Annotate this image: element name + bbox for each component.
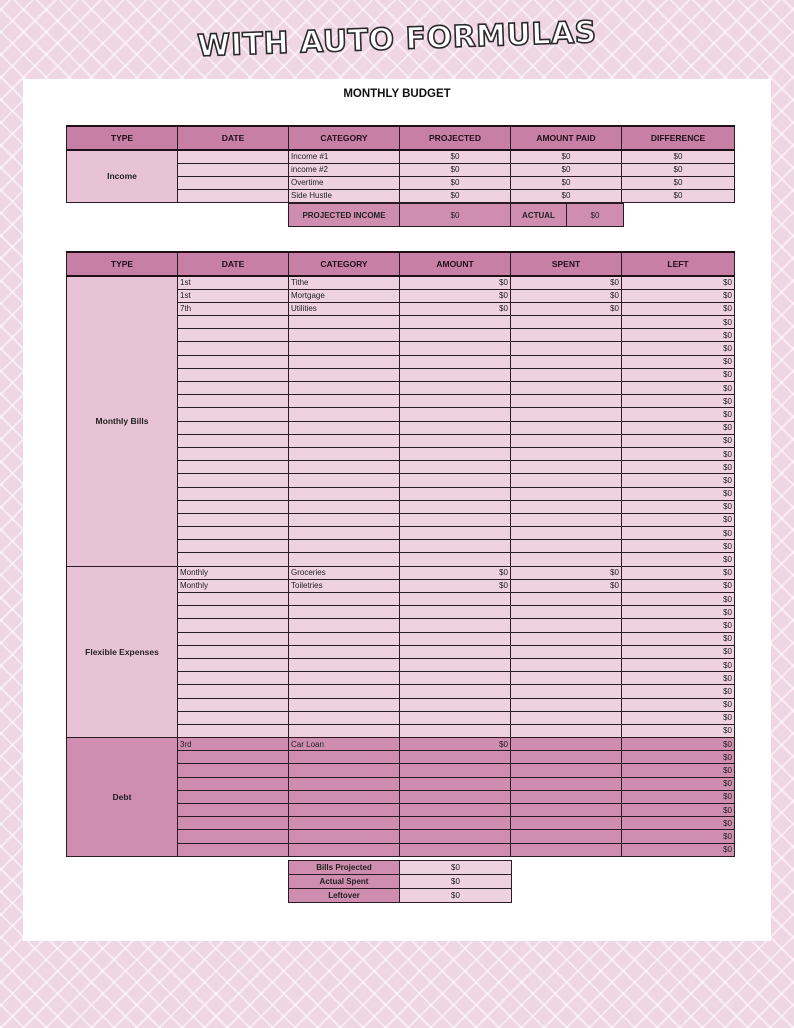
expense-date-cell[interactable]: [178, 487, 289, 500]
expense-category-cell[interactable]: [289, 764, 400, 777]
income-row: [67, 150, 735, 163]
income-projected-cell[interactable]: $0: [400, 176, 511, 189]
expense-spent-cell[interactable]: [511, 619, 622, 632]
expense-spent-cell[interactable]: [511, 421, 622, 434]
expense-spent-cell[interactable]: [511, 500, 622, 513]
expense-left-cell: $0: [622, 777, 735, 790]
expense-spent-cell[interactable]: [511, 408, 622, 421]
expense-left-cell: $0: [622, 487, 735, 500]
expense-spent-cell[interactable]: [511, 447, 622, 460]
expense-left-cell: $0: [622, 751, 735, 764]
expense-left-cell: $0: [622, 606, 735, 619]
expense-amount-cell[interactable]: $0: [400, 289, 511, 302]
expense-spent-cell[interactable]: $0: [511, 579, 622, 592]
expense-spent-cell[interactable]: $0: [511, 276, 622, 289]
expense-spent-cell[interactable]: [511, 711, 622, 724]
totals-row: [289, 889, 512, 903]
income-date-cell[interactable]: [178, 176, 289, 189]
expense-category-cell[interactable]: [289, 447, 400, 460]
expense-date-cell[interactable]: 1st: [178, 276, 289, 289]
expense-amount-cell[interactable]: [400, 632, 511, 645]
expense-left-cell: $0: [622, 698, 735, 711]
income-paid-cell[interactable]: $0: [511, 163, 622, 176]
expense-spent-cell[interactable]: [511, 474, 622, 487]
expense-type-cell: Monthly Bills: [67, 276, 178, 566]
expense-spent-cell[interactable]: [511, 804, 622, 817]
expense-date-cell[interactable]: [178, 316, 289, 329]
expense-left-cell: $0: [622, 804, 735, 817]
expense-spent-cell[interactable]: [511, 790, 622, 803]
expense-spent-cell[interactable]: [511, 527, 622, 540]
expense-spent-cell[interactable]: [511, 540, 622, 553]
income-header-category: CATEGORY: [289, 126, 400, 150]
expense-date-cell[interactable]: [178, 474, 289, 487]
expense-left-cell: $0: [622, 764, 735, 777]
expense-left-cell: $0: [622, 724, 735, 737]
expense-amount-cell[interactable]: [400, 447, 511, 460]
actual-label: ACTUAL: [511, 204, 567, 227]
expense-amount-cell[interactable]: [400, 316, 511, 329]
income-header-difference: DIFFERENCE: [622, 126, 735, 150]
totals-label: Bills Projected: [289, 861, 400, 875]
expenses-header-category: CATEGORY: [289, 252, 400, 276]
expense-amount-cell[interactable]: [400, 553, 511, 566]
expense-category-cell[interactable]: [289, 316, 400, 329]
expenses-header-spent: SPENT: [511, 252, 622, 276]
income-difference-cell: $0: [622, 150, 735, 163]
expense-amount-cell[interactable]: [400, 500, 511, 513]
expense-amount-cell[interactable]: [400, 395, 511, 408]
expense-date-cell[interactable]: [178, 395, 289, 408]
expense-amount-cell[interactable]: [400, 804, 511, 817]
expense-date-cell[interactable]: [178, 527, 289, 540]
expense-date-cell[interactable]: 7th: [178, 302, 289, 315]
expense-amount-cell[interactable]: [400, 790, 511, 803]
expense-amount-cell[interactable]: [400, 382, 511, 395]
expense-category-cell[interactable]: [289, 790, 400, 803]
expense-spent-cell[interactable]: [511, 724, 622, 737]
expense-spent-cell[interactable]: [511, 751, 622, 764]
expense-amount-cell[interactable]: [400, 513, 511, 526]
income-paid-cell[interactable]: $0: [511, 189, 622, 202]
expense-amount-cell[interactable]: [400, 474, 511, 487]
expense-category-cell[interactable]: Groceries: [289, 566, 400, 579]
expense-spent-cell[interactable]: [511, 487, 622, 500]
expense-date-cell[interactable]: [178, 513, 289, 526]
expense-left-cell: $0: [622, 447, 735, 460]
income-category-cell[interactable]: Overtime: [289, 176, 400, 189]
expense-amount-cell[interactable]: [400, 527, 511, 540]
income-date-cell[interactable]: [178, 150, 289, 163]
totals-value: $0: [400, 861, 512, 875]
expense-category-cell[interactable]: [289, 500, 400, 513]
expense-spent-cell[interactable]: [511, 316, 622, 329]
totals-value: $0: [400, 875, 512, 889]
expense-category-cell[interactable]: [289, 804, 400, 817]
expenses-header-date: DATE: [178, 252, 289, 276]
expense-amount-cell[interactable]: $0: [400, 566, 511, 579]
budget-sheet: [23, 79, 771, 941]
expense-category-cell[interactable]: [289, 513, 400, 526]
income-header-amount-paid: AMOUNT PAID: [511, 126, 622, 150]
expense-spent-cell[interactable]: [511, 461, 622, 474]
expense-amount-cell[interactable]: [400, 658, 511, 671]
totals-row: [289, 861, 512, 875]
projected-income-label: PROJECTED INCOME: [289, 204, 400, 227]
expense-amount-cell[interactable]: [400, 711, 511, 724]
expense-amount-cell[interactable]: [400, 777, 511, 790]
expense-amount-cell[interactable]: [400, 434, 511, 447]
expense-spent-cell[interactable]: [511, 843, 622, 856]
expense-category-cell[interactable]: [289, 474, 400, 487]
expense-category-cell[interactable]: [289, 553, 400, 566]
expense-amount-cell[interactable]: [400, 461, 511, 474]
expenses-header-type: TYPE: [67, 252, 178, 276]
expense-date-cell[interactable]: [178, 447, 289, 460]
totals-label: Leftover: [289, 889, 400, 903]
expense-category-cell[interactable]: [289, 382, 400, 395]
expense-date-cell[interactable]: [178, 698, 289, 711]
expense-left-cell: $0: [622, 658, 735, 671]
expense-amount-cell[interactable]: $0: [400, 302, 511, 315]
expense-amount-cell[interactable]: [400, 645, 511, 658]
expense-date-cell[interactable]: [178, 368, 289, 381]
expense-left-cell: $0: [622, 579, 735, 592]
expense-left-cell: $0: [622, 421, 735, 434]
expense-category-cell[interactable]: [289, 593, 400, 606]
expenses-header-amount: AMOUNT: [400, 252, 511, 276]
expense-left-cell: $0: [622, 316, 735, 329]
totals-row: [289, 875, 512, 889]
expense-category-cell[interactable]: [289, 461, 400, 474]
expense-category-cell[interactable]: [289, 698, 400, 711]
income-header-date: DATE: [178, 126, 289, 150]
expense-left-cell: $0: [622, 619, 735, 632]
expense-left-cell: $0: [622, 790, 735, 803]
expense-left-cell: $0: [622, 302, 735, 315]
totals-label: Actual Spent: [289, 875, 400, 889]
expense-category-cell[interactable]: Mortgage: [289, 289, 400, 302]
expense-amount-cell[interactable]: $0: [400, 579, 511, 592]
expense-spent-cell[interactable]: $0: [511, 302, 622, 315]
expense-category-cell[interactable]: [289, 751, 400, 764]
expense-amount-cell[interactable]: [400, 408, 511, 421]
expense-amount-cell[interactable]: [400, 817, 511, 830]
expense-amount-cell[interactable]: [400, 329, 511, 342]
expense-category-cell[interactable]: [289, 395, 400, 408]
expense-spent-cell[interactable]: [511, 645, 622, 658]
expense-category-cell[interactable]: Tithe: [289, 276, 400, 289]
expense-row: [67, 738, 735, 751]
income-date-cell[interactable]: [178, 163, 289, 176]
expense-spent-cell[interactable]: [511, 355, 622, 368]
expense-left-cell: $0: [622, 632, 735, 645]
expense-type-cell: Flexible Expenses: [67, 566, 178, 737]
expense-amount-cell[interactable]: [400, 830, 511, 843]
expense-left-cell: $0: [622, 276, 735, 289]
expense-amount-cell[interactable]: [400, 843, 511, 856]
expense-spent-cell[interactable]: [511, 738, 622, 751]
income-header-row: [67, 126, 735, 150]
expense-date-cell[interactable]: [178, 830, 289, 843]
expense-date-cell[interactable]: [178, 593, 289, 606]
expense-amount-cell[interactable]: [400, 698, 511, 711]
expense-date-cell[interactable]: [178, 817, 289, 830]
expense-left-cell: $0: [622, 738, 735, 751]
expense-left-cell: $0: [622, 553, 735, 566]
income-type-cell: Income: [67, 150, 178, 202]
expense-amount-cell[interactable]: [400, 421, 511, 434]
expense-spent-cell[interactable]: [511, 342, 622, 355]
expense-left-cell: $0: [622, 474, 735, 487]
expense-date-cell[interactable]: [178, 355, 289, 368]
expense-category-cell[interactable]: [289, 817, 400, 830]
banner-title: WITH AUTO FORMULAS: [196, 15, 598, 64]
expense-date-cell[interactable]: [178, 711, 289, 724]
expense-left-cell: $0: [622, 434, 735, 447]
expense-category-cell[interactable]: [289, 421, 400, 434]
expense-left-cell: $0: [622, 329, 735, 342]
expense-date-cell[interactable]: [178, 500, 289, 513]
expense-category-cell[interactable]: [289, 619, 400, 632]
expense-date-cell[interactable]: [178, 764, 289, 777]
income-summary-row: [289, 204, 624, 227]
income-paid-cell[interactable]: $0: [511, 150, 622, 163]
expense-spent-cell[interactable]: [511, 553, 622, 566]
expense-date-cell[interactable]: [178, 540, 289, 553]
expense-category-cell[interactable]: [289, 658, 400, 671]
expense-amount-cell[interactable]: $0: [400, 738, 511, 751]
expense-date-cell[interactable]: [178, 777, 289, 790]
expense-date-cell[interactable]: [178, 685, 289, 698]
expense-category-cell[interactable]: [289, 355, 400, 368]
expenses-header-row: [67, 252, 735, 276]
totals-table: [288, 860, 512, 903]
expense-date-cell[interactable]: [178, 804, 289, 817]
expense-left-cell: $0: [622, 368, 735, 381]
expense-date-cell[interactable]: [178, 724, 289, 737]
expense-left-cell: $0: [622, 711, 735, 724]
expense-left-cell: $0: [622, 513, 735, 526]
expense-date-cell[interactable]: Monthly: [178, 566, 289, 579]
expense-date-cell[interactable]: [178, 619, 289, 632]
expense-spent-cell[interactable]: [511, 513, 622, 526]
expense-date-cell[interactable]: [178, 672, 289, 685]
expense-left-cell: $0: [622, 395, 735, 408]
expense-date-cell[interactable]: [178, 329, 289, 342]
expense-amount-cell[interactable]: [400, 619, 511, 632]
expense-date-cell[interactable]: 1st: [178, 289, 289, 302]
expense-spent-cell[interactable]: [511, 817, 622, 830]
expense-date-cell[interactable]: [178, 843, 289, 856]
expense-spent-cell[interactable]: [511, 593, 622, 606]
expense-date-cell[interactable]: [178, 434, 289, 447]
expense-amount-cell[interactable]: [400, 606, 511, 619]
expense-spent-cell[interactable]: [511, 434, 622, 447]
expense-spent-cell[interactable]: [511, 672, 622, 685]
income-header-type: TYPE: [67, 126, 178, 150]
expense-amount-cell[interactable]: [400, 342, 511, 355]
expense-spent-cell[interactable]: [511, 395, 622, 408]
income-difference-cell: $0: [622, 176, 735, 189]
expense-left-cell: $0: [622, 817, 735, 830]
expense-date-cell[interactable]: Monthly: [178, 579, 289, 592]
income-projected-cell[interactable]: $0: [400, 163, 511, 176]
expense-date-cell[interactable]: [178, 632, 289, 645]
projected-income-value[interactable]: $0: [400, 204, 511, 227]
income-projected-cell[interactable]: $0: [400, 189, 511, 202]
expense-left-cell: $0: [622, 540, 735, 553]
expense-amount-cell[interactable]: [400, 685, 511, 698]
actual-value[interactable]: $0: [567, 204, 624, 227]
expense-category-cell[interactable]: [289, 724, 400, 737]
income-projected-cell[interactable]: $0: [400, 150, 511, 163]
income-difference-cell: $0: [622, 189, 735, 202]
income-category-cell[interactable]: Income #1: [289, 150, 400, 163]
expense-amount-cell[interactable]: [400, 593, 511, 606]
expense-spent-cell[interactable]: [511, 830, 622, 843]
expense-date-cell[interactable]: [178, 421, 289, 434]
expense-left-cell: $0: [622, 355, 735, 368]
expense-type-cell: Debt: [67, 738, 178, 857]
expense-left-cell: $0: [622, 408, 735, 421]
expense-amount-cell[interactable]: [400, 487, 511, 500]
expense-date-cell[interactable]: [178, 553, 289, 566]
expense-left-cell: $0: [622, 461, 735, 474]
expense-category-cell[interactable]: [289, 527, 400, 540]
income-category-cell[interactable]: Side Hustle: [289, 189, 400, 202]
expense-left-cell: $0: [622, 593, 735, 606]
expense-spent-cell[interactable]: [511, 606, 622, 619]
expense-date-cell[interactable]: [178, 408, 289, 421]
expense-amount-cell[interactable]: [400, 724, 511, 737]
expense-date-cell[interactable]: [178, 751, 289, 764]
expense-category-cell[interactable]: [289, 711, 400, 724]
expense-category-cell[interactable]: [289, 606, 400, 619]
expense-category-cell[interactable]: [289, 329, 400, 342]
expense-left-cell: $0: [622, 645, 735, 658]
expense-spent-cell[interactable]: [511, 382, 622, 395]
income-summary: [288, 203, 624, 227]
expense-date-cell[interactable]: 3rd: [178, 738, 289, 751]
expense-left-cell: $0: [622, 672, 735, 685]
expense-amount-cell[interactable]: [400, 368, 511, 381]
expense-amount-cell[interactable]: $0: [400, 276, 511, 289]
expense-spent-cell[interactable]: [511, 777, 622, 790]
expense-category-cell[interactable]: [289, 632, 400, 645]
expense-category-cell[interactable]: [289, 487, 400, 500]
income-table: [66, 125, 735, 203]
expense-category-cell[interactable]: [289, 685, 400, 698]
expense-row: [67, 566, 735, 579]
expense-amount-cell[interactable]: [400, 355, 511, 368]
expense-category-cell[interactable]: [289, 830, 400, 843]
expense-row: [67, 276, 735, 289]
income-difference-cell: $0: [622, 163, 735, 176]
expense-amount-cell[interactable]: [400, 751, 511, 764]
expense-category-cell[interactable]: [289, 777, 400, 790]
income-category-cell[interactable]: income #2: [289, 163, 400, 176]
expense-category-cell[interactable]: [289, 408, 400, 421]
expense-category-cell[interactable]: [289, 434, 400, 447]
expense-spent-cell[interactable]: [511, 632, 622, 645]
expense-spent-cell[interactable]: [511, 764, 622, 777]
expense-left-cell: $0: [622, 500, 735, 513]
expense-category-cell[interactable]: [289, 672, 400, 685]
expense-left-cell: $0: [622, 342, 735, 355]
expense-date-cell[interactable]: [178, 790, 289, 803]
expense-left-cell: $0: [622, 382, 735, 395]
expense-amount-cell[interactable]: [400, 672, 511, 685]
expense-spent-cell[interactable]: $0: [511, 566, 622, 579]
expense-category-cell[interactable]: [289, 645, 400, 658]
sheet-title: MONTHLY BUDGET: [343, 88, 451, 100]
expense-date-cell[interactable]: [178, 342, 289, 355]
expenses-header-left: LEFT: [622, 252, 735, 276]
expense-date-cell[interactable]: [178, 606, 289, 619]
expense-date-cell[interactable]: [178, 645, 289, 658]
income-header-projected: PROJECTED: [400, 126, 511, 150]
expense-category-cell[interactable]: Toiletries: [289, 579, 400, 592]
income-date-cell[interactable]: [178, 189, 289, 202]
expense-date-cell[interactable]: [178, 658, 289, 671]
expense-category-cell[interactable]: [289, 540, 400, 553]
expense-category-cell[interactable]: [289, 368, 400, 381]
expense-category-cell[interactable]: [289, 342, 400, 355]
income-paid-cell[interactable]: $0: [511, 176, 622, 189]
expense-spent-cell[interactable]: [511, 329, 622, 342]
expense-spent-cell[interactable]: [511, 698, 622, 711]
expense-spent-cell[interactable]: $0: [511, 289, 622, 302]
expense-left-cell: $0: [622, 566, 735, 579]
expense-category-cell[interactable]: Utilities: [289, 302, 400, 315]
expense-category-cell[interactable]: Car Loan: [289, 738, 400, 751]
expense-left-cell: $0: [622, 685, 735, 698]
expense-left-cell: $0: [622, 527, 735, 540]
expense-category-cell[interactable]: [289, 843, 400, 856]
expense-left-cell: $0: [622, 843, 735, 856]
expense-date-cell[interactable]: [178, 461, 289, 474]
expense-date-cell[interactable]: [178, 382, 289, 395]
expense-left-cell: $0: [622, 830, 735, 843]
expense-amount-cell[interactable]: [400, 540, 511, 553]
expense-spent-cell[interactable]: [511, 368, 622, 381]
expense-left-cell: $0: [622, 289, 735, 302]
expense-spent-cell[interactable]: [511, 685, 622, 698]
expense-spent-cell[interactable]: [511, 658, 622, 671]
expense-amount-cell[interactable]: [400, 764, 511, 777]
totals-value: $0: [400, 889, 512, 903]
expenses-table: [66, 251, 735, 857]
